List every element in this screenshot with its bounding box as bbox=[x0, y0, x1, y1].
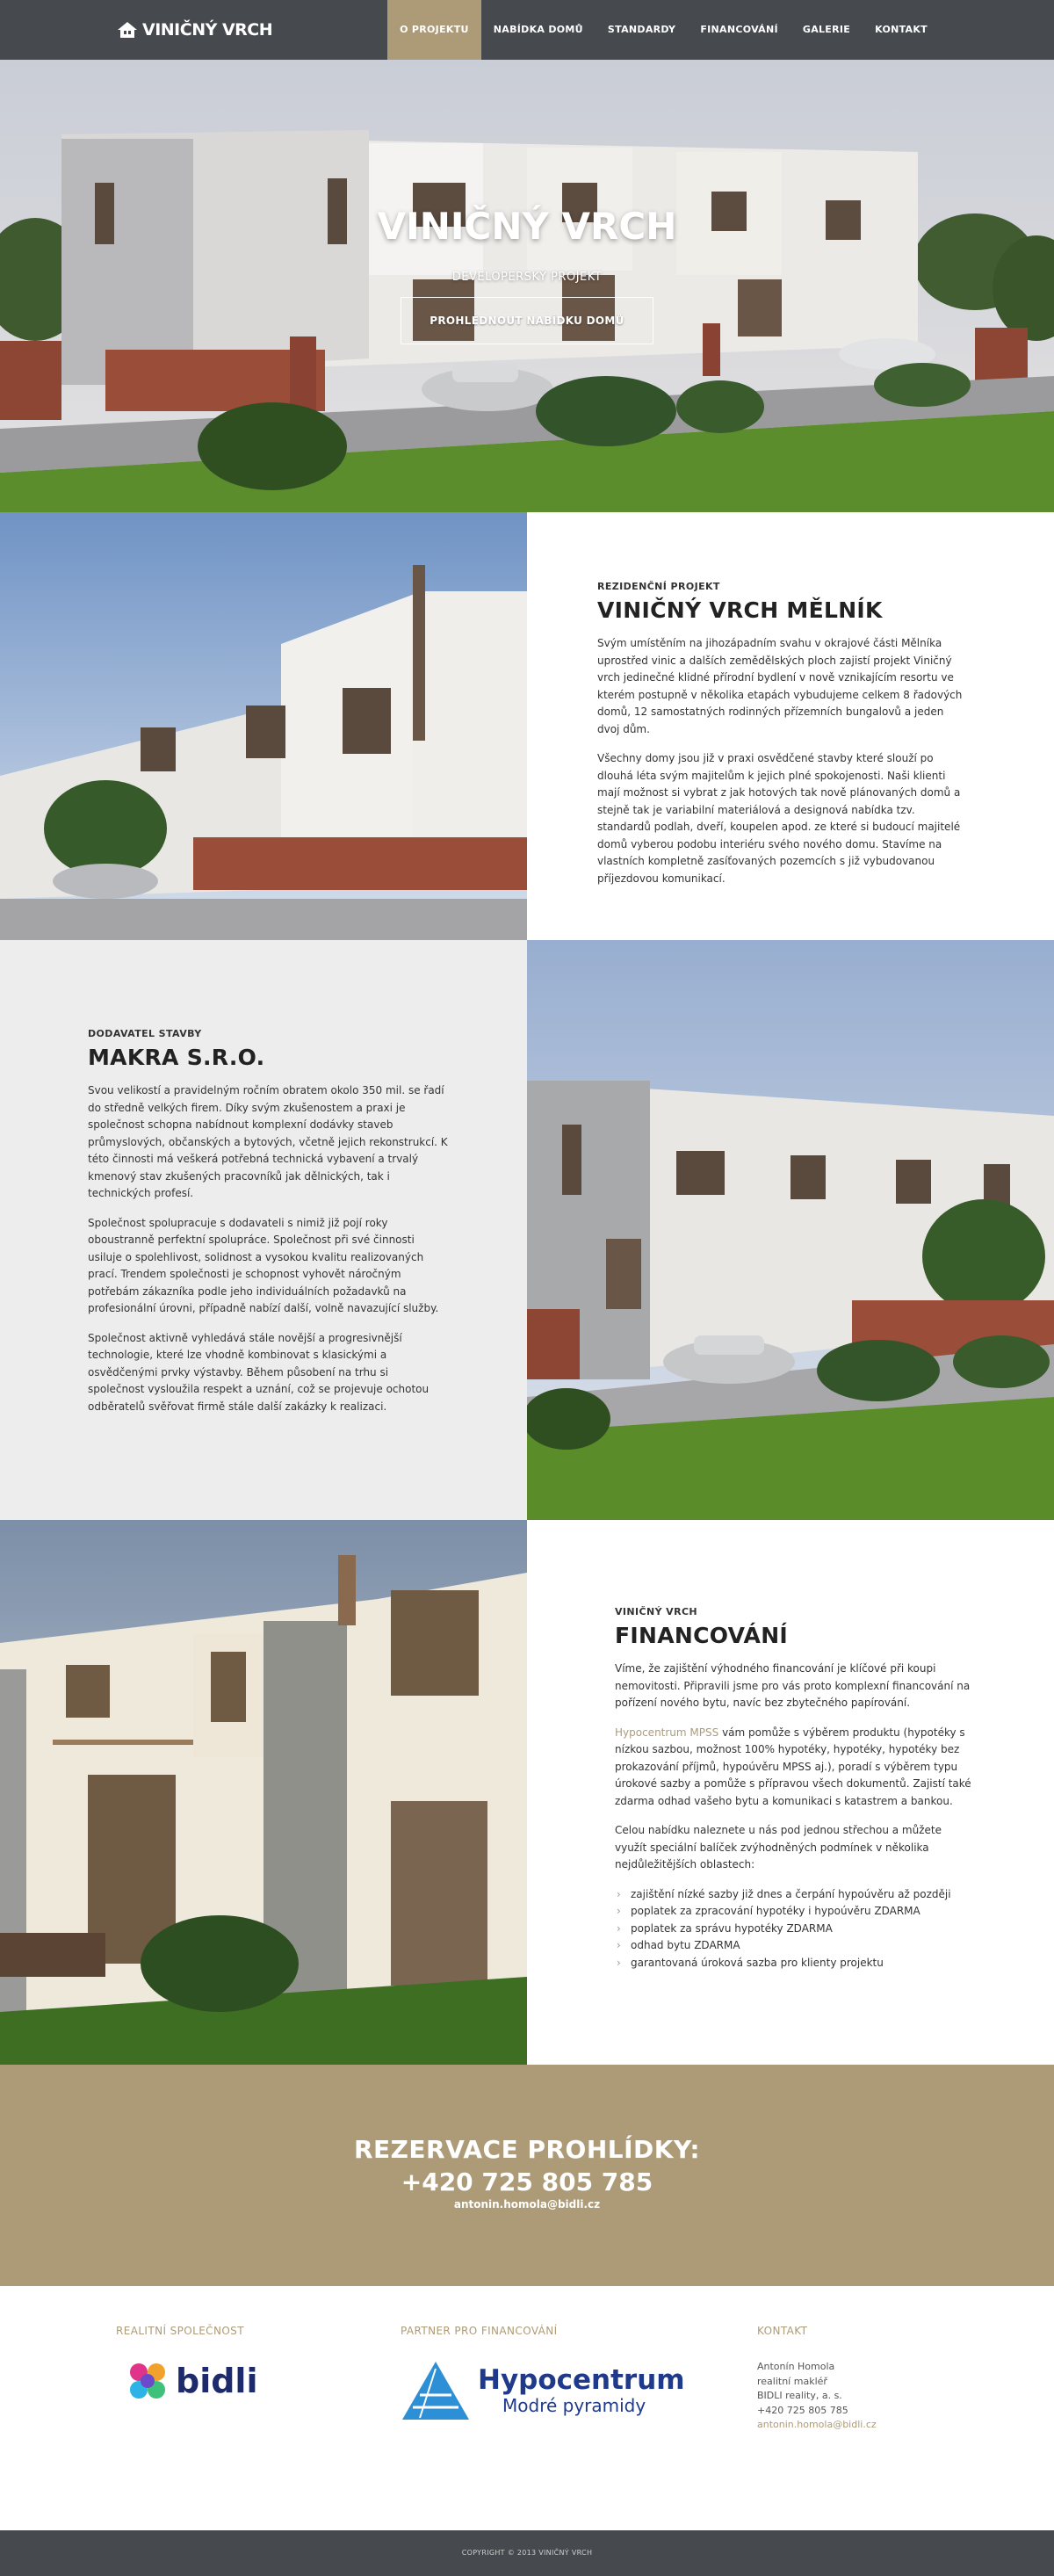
hypocentrum-link[interactable]: Hypocentrum MPSS bbox=[615, 1726, 719, 1739]
builder-paragraph-2: Společnost spolupracuje s dodavateli s nimiž již pojí roky oboustranně perfektní spolupráce. Společnost při své činnosti usiluje o spolehlivost, solidnost a vysokou kvalitu realizovaných prací. Trendem společnosti je schopnost vyhovět náročným potřebám zákazníka podle jeho individuálních požadavků na profesionální úrovni, případně nabízí další, volně navazující služby. bbox=[88, 1216, 439, 1314]
hero-render-image bbox=[0, 60, 1054, 512]
nav-standardy[interactable]: STANDARDY bbox=[607, 24, 676, 35]
contact-title: KONTAKT bbox=[757, 2325, 808, 2337]
reservation-email[interactable]: antonin.homola@bidli.cz bbox=[453, 2198, 601, 2211]
project-section bbox=[0, 512, 1054, 940]
bidli-logo-text: bidli bbox=[176, 2362, 258, 2400]
contact-column bbox=[757, 2325, 877, 2433]
finance-paragraph-3: Celou nabídku naleznete u nás pod jednou střechou a můžete využít speciální balíček zvýhodněných podmínek v několika nejdůležitějších oblastech: bbox=[615, 1824, 942, 1870]
pyramid-logo-icon bbox=[401, 2360, 471, 2421]
project-paragraph-2: Všechny domy jsou již v praxi osvědčené stavby které slouží po dlouhá léta svým majitelům k jejich plné spokojenosti. Naši klienti mají možnost si vybrat z jak hotových tak nově plánovaných domů a stejně tak je variabilní materiálová a designová nabídka tzv. standardů podlah, dveří, koupelen apod. ze které si budoucí majitelé domů vyberou podobu interiéru svého nového domu. Stavíme na vlastních kompletně zasíťovaných pozemcích s již vybudovanou příjezdovou komunikací. bbox=[597, 752, 961, 885]
hero-banner bbox=[0, 60, 1054, 512]
site-logo[interactable] bbox=[116, 18, 272, 42]
project-eyebrow: REZIDENČNÍ PROJEKT bbox=[597, 581, 720, 592]
house-logo-icon bbox=[116, 20, 139, 40]
finance-benefits-list bbox=[615, 1886, 975, 1972]
finance-text bbox=[527, 1520, 1054, 2065]
hypocentrum-logo[interactable] bbox=[401, 2360, 685, 2421]
hypocentrum-logo-line2: Modré pyramidy bbox=[502, 2395, 646, 2416]
project-title: VINIČNÝ VRCH MĚLNÍK bbox=[597, 597, 883, 623]
finance-partner-column bbox=[401, 2325, 685, 2421]
contact-name: Antonín Homola bbox=[757, 2361, 835, 2372]
contact-email[interactable]: antonin.homola@bidli.cz bbox=[757, 2419, 877, 2430]
builder-image bbox=[527, 940, 1054, 1520]
list-item: › odhad bytu ZDARMA bbox=[615, 1937, 975, 1955]
list-item: › garantovaná úroková sazba pro klienty projektu bbox=[615, 1955, 975, 1972]
builder-paragraph-3: Společnost aktivně vyhledává stále novější a progresivnější technologie, které lze vhodně kombinovat s klasickými a osvědčenými prvky výstavby. Během působení na trhu si společnost vysloužila respekt a uznání, což se projevuje ochotou odběratelů svěřovat firmě stále další zakázky k realizaci. bbox=[88, 1331, 430, 1413]
reservation-phone[interactable]: +420 725 805 785 bbox=[401, 2167, 653, 2196]
main-menu bbox=[387, 0, 940, 60]
finance-image bbox=[0, 1520, 527, 2065]
copyright-text: COPYRIGHT © 2013 VINIČNÝ VRCH bbox=[461, 2549, 593, 2557]
contact-phone[interactable]: +420 725 805 785 bbox=[757, 2404, 848, 2416]
nav-financovani[interactable]: FINANCOVÁNÍ bbox=[700, 24, 778, 35]
realty-title: REALITNÍ SPOLEČNOST bbox=[116, 2325, 244, 2337]
bidli-logo[interactable] bbox=[126, 2360, 257, 2402]
hypocentrum-logo-line1: Hypocentrum bbox=[478, 2364, 685, 2396]
builder-title: MAKRA S.R.O. bbox=[88, 1045, 265, 1070]
bidli-logo-icon bbox=[126, 2360, 169, 2402]
builder-section bbox=[0, 940, 1054, 1520]
builder-eyebrow: DODAVATEL STAVBY bbox=[88, 1028, 202, 1039]
nav-galerie[interactable]: GALERIE bbox=[802, 24, 851, 35]
reservation-title: REZERVACE PROHLÍDKY: bbox=[353, 2135, 701, 2164]
contact-role: realitní makléř bbox=[757, 2375, 827, 2387]
realty-column bbox=[116, 2325, 257, 2402]
contact-company: BIDLI reality, a. s. bbox=[757, 2390, 842, 2401]
list-item: › poplatek za správu hypotéky ZDARMA bbox=[615, 1921, 975, 1938]
top-navbar bbox=[0, 0, 1054, 60]
project-text bbox=[527, 512, 1054, 940]
project-paragraph-1: Svým umístěním na jihozápadním svahu v okrajové části Mělníka uprostřed vinic a dalších zemědělských ploch zajistí projekt Viničný vrch jedinečné klidné přírodní bydlení v nově vznikajícím resortu ve kterém postupně v několika etapách vybudujeme celkem 8 řadových domů, 12 samostatných rodinných přízemních bungalovů a jeden dvoj dům. bbox=[597, 637, 963, 735]
builder-text bbox=[0, 940, 527, 1520]
finance-paragraph-2: Hypocentrum MPSS vám pomůže s výběrem produktu (hypotéky s nízkou sazbou, možnost 100% hypotéky, hypotéky, hypotéky bez prokazování příjmů, hypoúvěru MPSS aj.), poradí s výběrem typu úrokové sazby a pomůže s přípravou všech dokumentů. Zajistí také zdarma odhad vašeho bytu a komunikaci s katastrem a bankou. bbox=[615, 1726, 971, 1807]
hero-title: VINIČNÝ VRCH bbox=[377, 205, 677, 248]
hero-subtitle: DEVELOPERSKÝ PROJEKT bbox=[451, 271, 603, 284]
nav-nabidka-domu[interactable]: NABÍDKA DOMŮ bbox=[493, 24, 583, 35]
nav-kontakt[interactable]: KONTAKT bbox=[875, 24, 928, 35]
list-item: › poplatek za zpracování hypotéky i hypoúvěru ZDARMA bbox=[615, 1903, 975, 1921]
finance-paragraph-1: Víme, že zajištění výhodného financování je klíčové při koupi nemovitosti. Připravili jsme pro vás proto komplexní financování na pořízení nového bytu, navíc bez zbytečného papírování. bbox=[615, 1662, 971, 1709]
partners-section bbox=[0, 2286, 1054, 2530]
project-image bbox=[0, 512, 527, 940]
nav-o-projektu[interactable]: O PROJEKTU bbox=[387, 0, 481, 60]
finance-partner-title: PARTNER PRO FINANCOVÁNÍ bbox=[401, 2325, 558, 2337]
site-logo-text: VINIČNÝ VRCH bbox=[142, 20, 273, 40]
finance-section bbox=[0, 1520, 1054, 2065]
list-item: › zajištění nízké sazby již dnes a čerpání hypoúvěru až později bbox=[615, 1886, 975, 1904]
builder-paragraph-1: Svou velikostí a pravidelným ročním obratem okolo 350 mil. se řadí do středně velkých firem. Díky svým zkušenostem a praxi je společnost schopna nabídnout komplexní dodávky staveb průmyslových, občanských a bytových, včetně jejich rekonstrukcí. K této činnosti má veškerá potřebná technická vybavení a trvalý kmenový stav zkušených pracovníků jak dělnických, tak i technických profesí. bbox=[88, 1084, 448, 1199]
contact-block bbox=[757, 2360, 877, 2433]
finance-eyebrow: VINIČNÝ VRCH bbox=[615, 1606, 698, 1617]
browse-houses-button[interactable]: PROHLÉDNOUT NABÍDKU DOMŮ bbox=[401, 297, 653, 344]
footer bbox=[0, 2530, 1054, 2576]
reservation-banner bbox=[0, 2065, 1054, 2286]
finance-title: FINANCOVÁNÍ bbox=[615, 1623, 789, 1648]
